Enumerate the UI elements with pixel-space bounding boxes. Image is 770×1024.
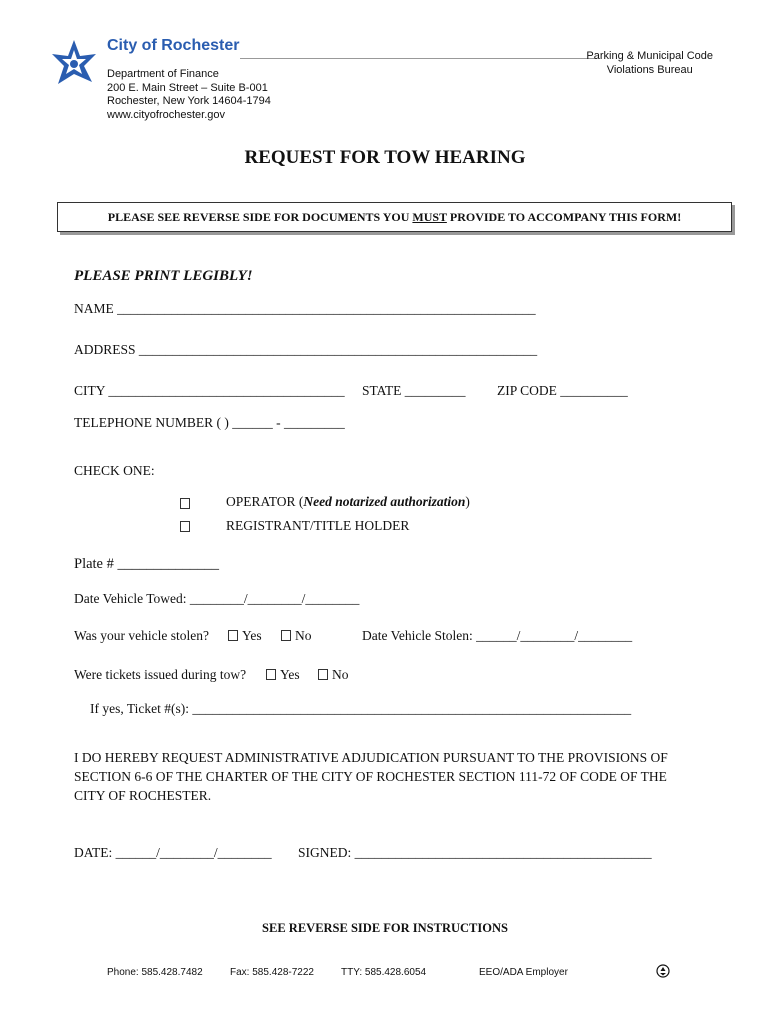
- address-field[interactable]: ADDRESS ___________________________________________________________: [74, 342, 538, 357]
- plate-field[interactable]: Plate # ______________: [74, 556, 219, 572]
- header-rule: [240, 58, 597, 59]
- city-name: City of Rochester: [107, 37, 240, 54]
- stolen-yes-label: Yes: [242, 628, 262, 643]
- footer-eeo: EEO/ADA Employer: [479, 967, 568, 978]
- operator-label: OPERATOR (: [226, 494, 304, 509]
- print-legibly-notice: PLEASE PRINT LEGIBLY!: [74, 268, 253, 284]
- form-title: REQUEST FOR TOW HEARING: [244, 147, 526, 168]
- tickets-yes-label: Yes: [280, 667, 300, 682]
- stolen-yes-option[interactable]: [228, 628, 262, 644]
- checkbox-square-icon: [180, 521, 190, 532]
- tickets-no-label: No: [332, 667, 349, 682]
- stolen-no-label: No: [295, 628, 312, 643]
- state-field[interactable]: STATE _________: [362, 383, 466, 398]
- registrant-option: REGISTRANT/TITLE HOLDER: [226, 518, 410, 533]
- recycled-paper-icon: [656, 964, 670, 978]
- checkbox-square-icon: [281, 630, 291, 641]
- footer-tty: TTY: 585.428.6054: [341, 967, 427, 978]
- city-field[interactable]: CITY ___________________________________: [74, 383, 345, 398]
- operator-note: Need notarized authorization: [303, 494, 466, 509]
- checkbox-square-icon: [228, 630, 238, 641]
- stolen-no-option[interactable]: [281, 628, 312, 644]
- zip-code-field[interactable]: ZIP CODE __________: [497, 383, 628, 398]
- footer-fax: Fax: 585.428-7222: [230, 967, 314, 978]
- city-state-zip: Rochester, New York 14604-1794: [107, 95, 271, 107]
- telephone-field[interactable]: TELEPHONE NUMBER ( ) ______ - _________: [74, 415, 345, 430]
- declaration-text: I DO HEREBY REQUEST ADMINISTRATIVE ADJUDICATION PURSUANT TO THE PROVISIONS OF SECTION 6-6 OF THE CHARTER OF THE CITY OF ROCHESTER SECTION 111-72 OF CODE OF THE CITY OF ROCHESTER.: [74, 750, 668, 803]
- checkbox-square-icon: [266, 669, 276, 680]
- department-name: Department of Finance: [107, 68, 219, 80]
- department-address: [107, 68, 271, 122]
- signature-field[interactable]: SIGNED: ____________________________________________: [298, 845, 652, 860]
- banner-text-start: PLEASE SEE REVERSE SIDE FOR DOCUMENTS YOU: [107, 209, 413, 224]
- operator-checkbox[interactable]: [180, 495, 194, 513]
- checkbox-square-icon: [180, 498, 190, 509]
- tickets-question: Were tickets issued during tow?: [74, 667, 247, 682]
- checkbox-square-icon: [318, 669, 328, 680]
- date-field[interactable]: DATE: ______/________/________: [74, 845, 272, 860]
- city-flower-logo-icon: [48, 38, 100, 90]
- bureau-line-1: Parking & Municipal Code: [586, 50, 713, 62]
- registrant-checkbox[interactable]: [180, 518, 194, 536]
- tickets-yes-option[interactable]: [266, 667, 300, 683]
- date-stolen-field[interactable]: Date Vehicle Stolen: ______/________/________: [362, 628, 633, 643]
- footer-phone: Phone: 585.428.7482: [107, 967, 203, 978]
- banner-text: [108, 210, 681, 225]
- date-towed-field[interactable]: Date Vehicle Towed: ________/________/________: [74, 591, 360, 606]
- name-field[interactable]: NAME ______________________________________________________________: [74, 301, 536, 316]
- operator-option: [226, 494, 470, 510]
- tickets-no-option[interactable]: [318, 667, 349, 683]
- reverse-side-instructions: SEE REVERSE SIDE FOR INSTRUCTIONS: [262, 921, 508, 935]
- ticket-numbers-field[interactable]: If yes, Ticket #(s): _________________________________________________________________: [90, 701, 632, 716]
- documents-banner: [57, 202, 732, 232]
- stolen-question: Was your vehicle stolen?: [74, 628, 209, 643]
- operator-label-close: ): [465, 494, 470, 509]
- banner-emphasis: MUST: [412, 209, 447, 224]
- website: www.cityofrochester.gov: [107, 108, 225, 121]
- banner-text-end: PROVIDE TO ACCOMPANY THIS FORM!: [446, 209, 682, 224]
- bureau-name: [586, 49, 713, 77]
- check-one-label: CHECK ONE:: [74, 463, 155, 478]
- bureau-line-2: Violations Bureau: [606, 64, 693, 76]
- street-address: 200 E. Main Street – Suite B-001: [107, 81, 268, 94]
